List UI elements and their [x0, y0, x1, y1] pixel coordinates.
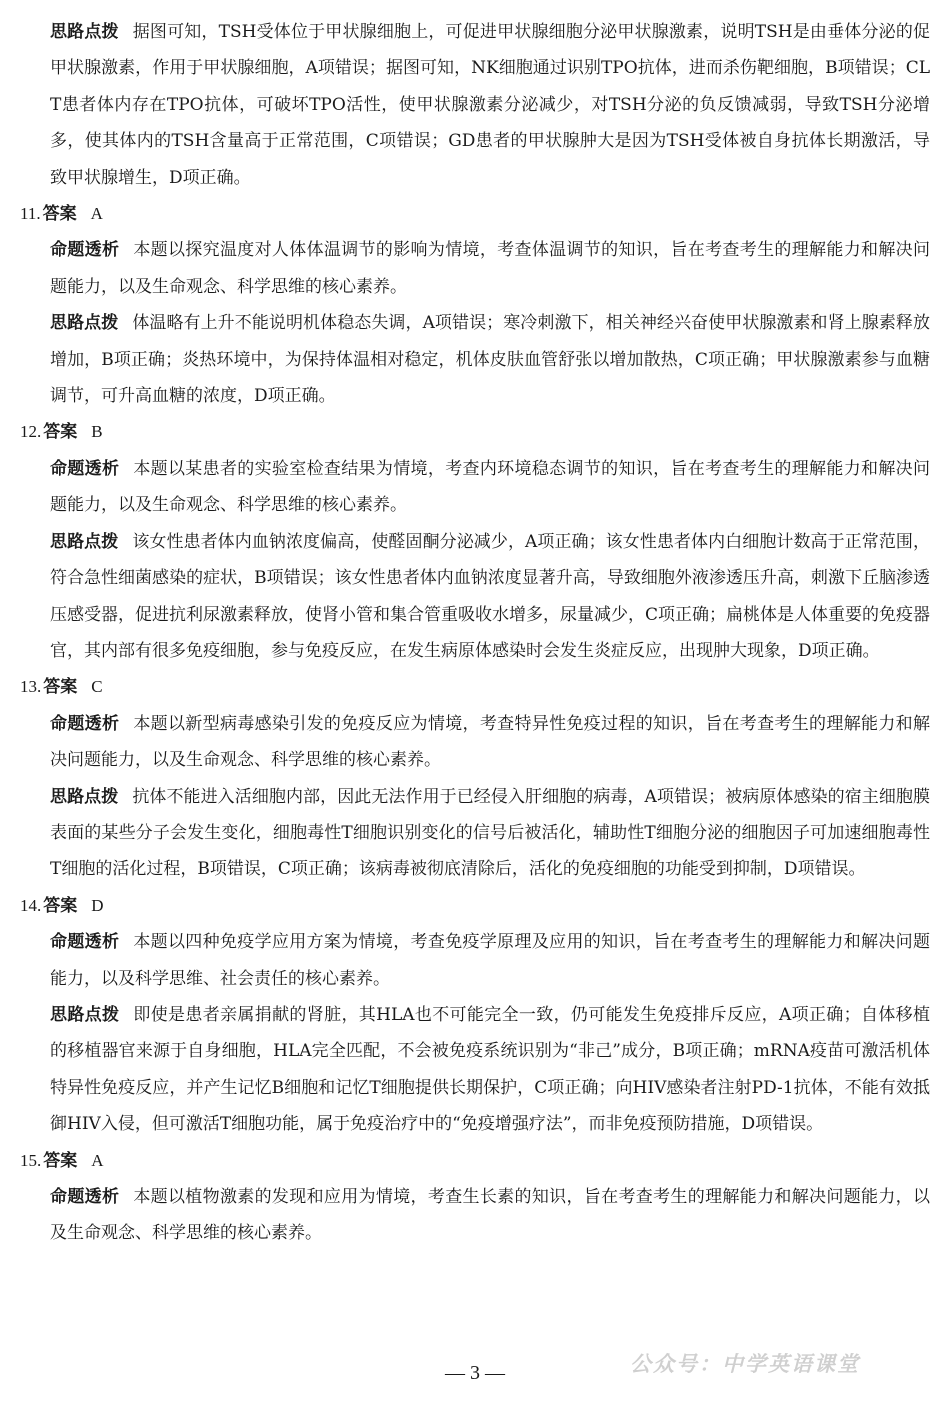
thinking-paragraph [50, 779, 930, 888]
thinking-text: 抗体不能进入活细胞内部，因此无法作用于已经侵入肝细胞的病毒，A项错误；被病原体感染的宿主细胞膜表面的某些分子会发生变化，细胞毒性T细胞识别变化的信号后被活化，辅助性T细胞分泌的细胞因子可加速细胞毒性T细胞的活化过程，B项错误，C项正确；该病毒被彻底清除后，活化的免疫细胞的功能受到抑制，D项错误。 [50, 786, 931, 880]
intent-text: 本题以探究温度对人体体温调节的影响为情境，考查体温调节的知识，旨在考查考生的理解能力和解决问题能力，以及生命观念、科学思维的核心素养。 [50, 240, 931, 297]
answer-value: B [91, 422, 103, 442]
question-number: 15. [20, 1150, 42, 1170]
intent-paragraph [50, 232, 930, 305]
thinking-label: 思路点拨 [50, 531, 119, 552]
watermark: 公众号：中学英语课堂 [630, 1352, 860, 1376]
intent-text: 本题以某患者的实验室检查结果为情境，考查内环境稳态调节的知识，旨在考查考生的理解能力和解决问题能力，以及生命观念、科学思维的核心素养。 [50, 458, 931, 516]
answer-label: 答案 [43, 677, 78, 698]
answer-label: 答案 [43, 1150, 78, 1171]
thinking-text: 据图可知，TSH受体位于甲状腺细胞上，可促进甲状腺细胞分泌甲状腺激素，说明TSH是由垂体分泌的促甲状腺激素，作用于甲状腺细胞，A项错误；据图可知，NK细胞通过识别TPO抗体，进而杀伤靶细胞，B项错误；CLT患者体内存在TPO抗体，可破坏TPO活性，使甲状腺激素分泌减少，对TSH分泌的负反馈减弱，导致TSH分泌增多，使其体内的TSH含量高于正常范围，C项错误；GD患者的甲状腺肿大是因为TSH受体被自身抗体长期激活，导致甲状腺增生，D项正确。 [50, 22, 930, 188]
thinking-paragraph [50, 524, 930, 670]
thinking-label: 思路点拨 [50, 786, 119, 807]
question-block [20, 1143, 930, 1252]
question-answer-line [20, 669, 930, 705]
question-answer-line [20, 196, 930, 232]
thinking-paragraph [50, 997, 930, 1143]
answer-label: 答案 [43, 895, 78, 916]
thinking-label: 思路点拨 [50, 22, 119, 42]
intent-paragraph [50, 1179, 930, 1252]
question-number: 13. [20, 677, 42, 697]
answer-value: A [90, 204, 103, 224]
intro-thinking-paragraph [50, 14, 930, 196]
answer-value: C [91, 677, 103, 697]
question-number: 12. [20, 422, 42, 442]
question-answer-line [20, 888, 930, 924]
thinking-text: 体温略有上升不能说明机体稳态失调，A项错误；寒冷刺激下，相关神经兴奋使甲状腺激素和肾上腺素释放增加，B项正确；炎热环境中，为保持体温相对稳定，机体皮肤血管舒张以增加散热，C项正确；甲状腺激素参与血糖调节，可升高血糖的浓度，D项正确。 [50, 313, 931, 407]
intent-label: 命题透析 [50, 1187, 120, 1207]
intent-paragraph [50, 924, 930, 997]
intent-label: 命题透析 [50, 458, 120, 479]
question-block [20, 196, 930, 414]
question-block [20, 669, 930, 887]
question-answer-line [20, 414, 930, 450]
question-block [20, 888, 930, 1143]
answer-label: 答案 [43, 422, 78, 443]
thinking-paragraph [50, 305, 930, 414]
intent-paragraph [50, 706, 930, 779]
question-number: 14. [20, 895, 42, 915]
thinking-text: 该女性患者体内血钠浓度偏高，使醛固酮分泌减少，A项正确；该女性患者体内白细胞计数高于正常范围，符合急性细菌感染的症状，B项错误；该女性患者体内血钠浓度显著升高，导致细胞外液渗透压升高，刺激下丘脑渗透压感受器，促进抗利尿激素释放，使肾小管和集合管重吸收水增多，尿量减少，C项正确；扁桃体是人体重要的免疫器官，其内部有很多免疫细胞，参与免疫反应，在发生病原体感染时会发生炎症反应，出现肿大现象，D项正确。 [50, 531, 931, 661]
intent-label: 命题透析 [50, 932, 120, 953]
thinking-label: 思路点拨 [50, 1004, 120, 1025]
intent-label: 命题透析 [50, 713, 120, 734]
question-block [20, 414, 930, 669]
answer-value: D [91, 895, 104, 915]
answer-value: A [91, 1150, 104, 1170]
intent-text: 本题以新型病毒感染引发的免疫反应为情境，考查特异性免疫过程的知识，旨在考查考生的理解能力和解决问题能力，以及生命观念、科学思维的核心素养。 [50, 713, 931, 771]
answer-label: 答案 [42, 204, 77, 225]
question-number: 11. [20, 204, 41, 224]
intent-text: 本题以植物激素的发现和应用为情境，考查生长素的知识，旨在考查考生的理解能力和解决问题能力，以及生命观念、科学思维的核心素养。 [50, 1187, 931, 1244]
answer-key-content [20, 14, 930, 1252]
question-answer-line [20, 1143, 930, 1179]
intent-label: 命题透析 [50, 240, 120, 261]
intent-text: 本题以四种免疫学应用方案为情境，考查免疫学原理及应用的知识，旨在考查考生的理解能力和解决问题能力，以及科学思维、社会责任的核心素养。 [50, 932, 931, 989]
thinking-label: 思路点拨 [50, 313, 119, 334]
thinking-text: 即使是患者亲属捐献的肾脏，其HLA也不可能完全一致，仍可能发生免疫排斥反应，A项正确；自体移植的移植器官来源于自身细胞，HLA完全匹配，不会被免疫系统识别为“非己”成分，B项正确；mRNA疫苗可激活机体特异性免疫反应，并产生记忆B细胞和记忆T细胞提供长期保护，C项正确；向HIV感染者注射PD-1抗体，不能有效抵御HIV入侵，但可激活T细胞功能，属于免疫治疗中的“免疫增强疗法”，而非免疫预防措施，D项错误。 [50, 1004, 931, 1135]
page-number: — 3 — [445, 1362, 505, 1384]
intent-paragraph [50, 451, 930, 524]
question-list [20, 196, 930, 1252]
